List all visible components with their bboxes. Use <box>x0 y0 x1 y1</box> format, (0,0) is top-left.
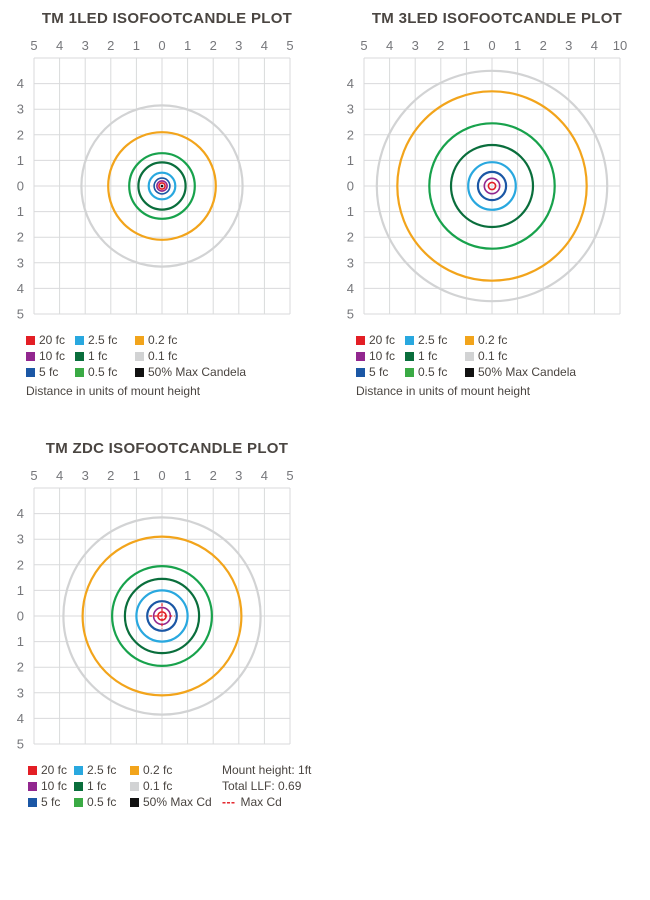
y-axis-tick: 4 <box>346 280 354 296</box>
legend-label: 5 fc <box>39 365 59 379</box>
plot-legend <box>356 334 642 379</box>
x-axis-tick: 5 <box>30 38 38 53</box>
legend-label: 2.5 fc <box>418 333 448 347</box>
x-axis-tick: 4 <box>260 468 269 483</box>
legend-label: 1 fc <box>87 779 107 793</box>
legend-label: 5 fc <box>369 365 389 379</box>
x-axis-tick: 2 <box>209 38 217 53</box>
x-axis-tick: 4 <box>55 38 64 53</box>
legend-label: 0.5 fc <box>418 365 448 379</box>
legend-swatch <box>130 782 139 791</box>
legend-label: 10 fc <box>41 779 68 793</box>
legend-label: 50% Max Candela <box>478 365 577 379</box>
legend-label: 1 fc <box>88 349 108 363</box>
legend-item <box>26 366 75 379</box>
legend-item <box>405 350 465 363</box>
legend-label: 0.5 fc <box>87 795 117 809</box>
legend-swatch <box>135 352 144 361</box>
legend-item <box>405 366 465 379</box>
x-axis-tick: 1 <box>132 38 141 53</box>
legend-label: 20 fc <box>369 333 396 347</box>
y-axis-tick: 3 <box>16 531 24 547</box>
legend-label: 10 fc <box>39 349 66 363</box>
legend-swatch <box>356 368 365 377</box>
x-axis-tick: 1 <box>183 38 192 53</box>
legend-swatch <box>356 352 365 361</box>
y-axis-tick: 2 <box>16 557 24 573</box>
isofootcandle-plot-canvas <box>4 32 304 322</box>
x-axis-tick: 1 <box>462 38 471 53</box>
y-axis-tick: 2 <box>16 127 24 143</box>
x-axis-tick: 1 <box>513 38 522 53</box>
x-axis-tick: 2 <box>437 38 445 53</box>
isofootcandle-plot-canvas <box>4 462 304 752</box>
x-axis-tick: 3 <box>81 468 89 483</box>
y-axis-tick: 4 <box>16 710 24 726</box>
legend-swatch <box>28 766 37 775</box>
legend-swatch <box>465 352 474 361</box>
legend-item <box>28 780 74 793</box>
grid-lines <box>364 58 620 314</box>
y-axis-tick: 4 <box>16 76 24 92</box>
x-axis-tick: 3 <box>411 38 419 53</box>
legend-swatch <box>405 368 414 377</box>
plot-title: TM ZDC ISOFOOTCANDLE PLOT <box>45 440 289 457</box>
plot-legend <box>26 334 312 379</box>
legend-label: 1 fc <box>418 349 438 363</box>
y-axis-tick: 5 <box>346 306 354 322</box>
x-axis-tick: 10 <box>612 38 628 53</box>
legend-swatch <box>26 368 35 377</box>
legend-item <box>356 366 405 379</box>
legend-label: 5 fc <box>41 795 61 809</box>
y-axis-tick: 0 <box>16 608 24 624</box>
plot-section-tm-3led <box>334 6 642 398</box>
legend-swatch <box>135 368 144 377</box>
legend-swatch <box>465 336 474 345</box>
legend-label: 0.1 fc <box>478 349 508 363</box>
legend-item <box>74 764 130 777</box>
legend-swatch <box>26 352 35 361</box>
legend-label: 20 fc <box>41 763 68 777</box>
y-axis-tick: 1 <box>16 582 24 598</box>
y-axis-tick: 1 <box>16 204 24 220</box>
photometric-info-text: Max Cd <box>240 795 282 809</box>
x-axis-tick: 0 <box>488 38 496 53</box>
legend-swatch <box>75 336 84 345</box>
photometric-info <box>222 780 312 793</box>
y-axis-tick: 3 <box>346 255 354 271</box>
legend-item <box>28 796 74 809</box>
legend-swatch <box>465 368 474 377</box>
legend-item <box>75 366 135 379</box>
legend-item <box>74 796 130 809</box>
legend-item <box>130 796 222 809</box>
x-axis-tick: 4 <box>55 468 64 483</box>
x-axis-tick: 5 <box>360 38 368 53</box>
legend-item <box>26 334 75 347</box>
legend-swatch <box>405 352 414 361</box>
x-axis-tick: 2 <box>209 468 217 483</box>
y-axis-tick: 3 <box>16 685 24 701</box>
legend-swatch <box>75 368 84 377</box>
legend-item <box>135 334 312 347</box>
legend-item <box>356 334 405 347</box>
legend-label: 0.2 fc <box>148 333 178 347</box>
y-axis-tick: 1 <box>346 152 354 168</box>
legend-label: 2.5 fc <box>87 763 117 777</box>
y-axis-tick: 3 <box>16 101 24 117</box>
legend-label: 50% Max Cd <box>143 795 212 809</box>
plot-section-tm-zdc <box>4 436 312 809</box>
y-axis-tick: 0 <box>346 178 354 194</box>
legend-swatch <box>28 782 37 791</box>
y-axis-tick: 1 <box>16 152 24 168</box>
x-axis-tick: 4 <box>385 38 394 53</box>
legend-label: 0.2 fc <box>478 333 508 347</box>
legend-swatch <box>74 782 83 791</box>
legend-swatch <box>75 352 84 361</box>
axis-units-note: Distance in units of mount height <box>356 384 531 398</box>
x-axis-tick: 4 <box>590 38 599 53</box>
legend-label: 0.5 fc <box>88 365 118 379</box>
max-candela-dot <box>161 185 164 188</box>
legend-item <box>26 350 75 363</box>
legend-label: 2.5 fc <box>88 333 118 347</box>
x-axis-tick: 3 <box>235 38 243 53</box>
y-axis-tick: 5 <box>16 736 24 752</box>
x-axis-tick: 2 <box>107 38 115 53</box>
y-axis-tick: 1 <box>16 634 24 650</box>
photometric-info <box>222 764 312 777</box>
legend-label: 10 fc <box>369 349 396 363</box>
legend-swatch <box>74 798 83 807</box>
legend-label: 20 fc <box>39 333 66 347</box>
legend-label: 50% Max Candela <box>148 365 247 379</box>
axis-units-note: Distance in units of mount height <box>26 384 201 398</box>
y-axis-tick: 4 <box>346 76 354 92</box>
legend-item <box>405 334 465 347</box>
legend-item <box>465 350 642 363</box>
legend-swatch <box>130 798 139 807</box>
x-axis-tick: 1 <box>132 468 141 483</box>
legend-item <box>130 780 222 793</box>
legend-label: 0.2 fc <box>143 763 173 777</box>
legend-item <box>135 350 312 363</box>
legend-swatch <box>26 336 35 345</box>
y-axis-tick: 2 <box>16 659 24 675</box>
plot-section-tm-1led <box>4 6 312 398</box>
y-axis-tick: 2 <box>16 229 24 245</box>
y-axis-tick: 5 <box>16 306 24 322</box>
photometric-info-text: Mount height: 1ft <box>222 763 312 777</box>
y-axis-tick: 0 <box>16 178 24 194</box>
plot-legend <box>28 764 312 809</box>
legend-item <box>75 350 135 363</box>
y-axis-tick: 2 <box>346 229 354 245</box>
legend-item <box>135 366 312 379</box>
y-axis-tick: 4 <box>16 280 24 296</box>
photometric-info-text: Total LLF: 0.69 <box>222 779 302 793</box>
legend-item <box>465 366 642 379</box>
photometric-info <box>222 796 312 809</box>
legend-item <box>130 764 222 777</box>
legend-swatch <box>356 336 365 345</box>
legend-item <box>75 334 135 347</box>
x-axis-tick: 3 <box>81 38 89 53</box>
x-axis-tick: 5 <box>286 468 294 483</box>
legend-swatch <box>74 766 83 775</box>
legend-item <box>74 780 130 793</box>
x-axis-tick: 3 <box>235 468 243 483</box>
y-axis-tick: 3 <box>16 255 24 271</box>
isofootcandle-plot-canvas <box>334 32 634 322</box>
legend-item <box>356 350 405 363</box>
legend-label: 0.1 fc <box>143 779 173 793</box>
legend-item <box>28 764 74 777</box>
x-axis-tick: 5 <box>30 468 38 483</box>
x-axis-tick: 3 <box>565 38 573 53</box>
x-axis-tick: 0 <box>158 468 166 483</box>
y-axis-tick: 1 <box>346 204 354 220</box>
plot-title: TM 3LED ISOFOOTCANDLE PLOT <box>371 10 623 27</box>
legend-swatch <box>135 336 144 345</box>
legend-label: 0.1 fc <box>148 349 178 363</box>
plot-title: TM 1LED ISOFOOTCANDLE PLOT <box>41 10 293 27</box>
legend-swatch <box>130 766 139 775</box>
legend-swatch <box>405 336 414 345</box>
x-axis-tick: 5 <box>286 38 294 53</box>
x-axis-tick: 2 <box>539 38 547 53</box>
x-axis-tick: 4 <box>260 38 269 53</box>
y-axis-tick: 4 <box>16 506 24 522</box>
x-axis-tick: 2 <box>107 468 115 483</box>
legend-item <box>465 334 642 347</box>
max-cd-dash-sample: --- <box>222 795 236 809</box>
y-axis-tick: 3 <box>346 101 354 117</box>
x-axis-tick: 1 <box>183 468 192 483</box>
y-axis-tick: 2 <box>346 127 354 143</box>
legend-swatch <box>28 798 37 807</box>
x-axis-tick: 0 <box>158 38 166 53</box>
